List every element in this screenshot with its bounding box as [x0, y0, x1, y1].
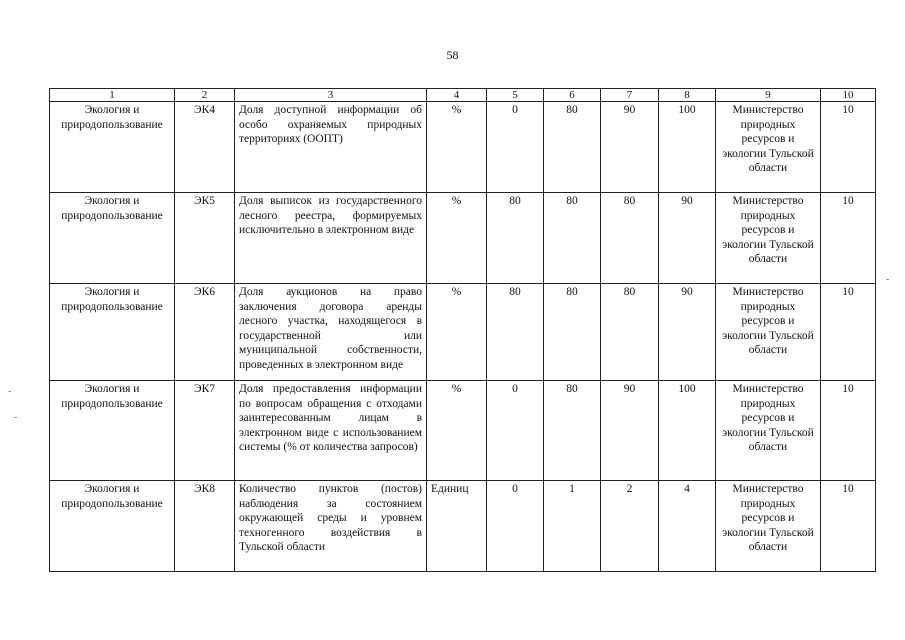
value-cell: 4 [659, 481, 716, 572]
value-cell: 80 [544, 284, 601, 381]
value-cell: 80 [544, 381, 601, 481]
table-row [50, 193, 876, 284]
unit-cell: % [427, 193, 487, 284]
value-cell: 90 [659, 284, 716, 381]
value-cell: 0 [487, 381, 544, 481]
value-cell: 100 [659, 102, 716, 193]
code-cell: ЭК5 [175, 193, 235, 284]
sphere-cell: Экология и природопользование [50, 102, 175, 193]
value-cell: 2 [601, 481, 659, 572]
indicator-cell: Доля предоставления информации по вопросам обращения с отходами заинтересованным лицам в электронном виде с использованием системы (% от количества запросов) [235, 381, 427, 481]
value-cell: 100 [659, 381, 716, 481]
column-header: 10 [821, 89, 876, 102]
indicator-cell: Доля аукционов на право заключения договора аренды лесного участка, находящегося в государственной или муниципальной собственности, проведенных в электронном виде [235, 284, 427, 381]
unit-cell: % [427, 102, 487, 193]
column-header: 1 [50, 89, 175, 102]
column-header: 4 [427, 89, 487, 102]
weight-cell: 10 [821, 381, 876, 481]
code-cell: ЭК8 [175, 481, 235, 572]
sphere-cell: Экология и природопользование [50, 381, 175, 481]
value-cell: 80 [487, 284, 544, 381]
value-cell: 80 [601, 193, 659, 284]
responsible-cell: Министерство природных ресурсов и экологии Тульской области [716, 102, 821, 193]
value-cell: 90 [601, 381, 659, 481]
value-cell: 80 [544, 193, 601, 284]
code-cell: ЭК4 [175, 102, 235, 193]
scan-mark: - [14, 412, 18, 423]
code-cell: ЭК6 [175, 284, 235, 381]
weight-cell: 10 [821, 102, 876, 193]
scan-mark: - [886, 274, 890, 285]
table-row [50, 481, 876, 572]
column-header: 8 [659, 89, 716, 102]
weight-cell: 10 [821, 284, 876, 381]
header-row [50, 89, 876, 102]
weight-cell: 10 [821, 193, 876, 284]
value-cell: 90 [659, 193, 716, 284]
responsible-cell: Министерство природных ресурсов и экологии Тульской области [716, 193, 821, 284]
responsible-cell: Министерство природных ресурсов и экологии Тульской области [716, 481, 821, 572]
responsible-cell: Министерство природных ресурсов и экологии Тульской области [716, 284, 821, 381]
column-header: 7 [601, 89, 659, 102]
code-cell: ЭК7 [175, 381, 235, 481]
unit-cell: Единиц [427, 481, 487, 572]
indicator-cell: Доля доступной информации об особо охраняемых природных территориях (ООПТ) [235, 102, 427, 193]
value-cell: 90 [601, 102, 659, 193]
table-row [50, 381, 876, 481]
scan-mark: - [8, 386, 12, 397]
weight-cell: 10 [821, 481, 876, 572]
page-number: 58 [446, 48, 459, 62]
column-header: 5 [487, 89, 544, 102]
value-cell: 0 [487, 102, 544, 193]
sphere-cell: Экология и природопользование [50, 481, 175, 572]
sphere-cell: Экология и природопользование [50, 193, 175, 284]
column-header: 2 [175, 89, 235, 102]
value-cell: 80 [487, 193, 544, 284]
responsible-cell: Министерство природных ресурсов и экологии Тульской области [716, 381, 821, 481]
column-header: 3 [235, 89, 427, 102]
value-cell: 80 [601, 284, 659, 381]
indicator-cell: Количество пунктов (постов) наблюдения за состоянием окружающей среды и уровнем техногенного воздействия в Тульской области [235, 481, 427, 572]
indicator-cell: Доля выписок из государственного лесного реестра, формируемых исключительно в электронном виде [235, 193, 427, 284]
table-row [50, 284, 876, 381]
value-cell: 0 [487, 481, 544, 572]
value-cell: 80 [544, 102, 601, 193]
indicators-table [49, 88, 876, 572]
unit-cell: % [427, 284, 487, 381]
unit-cell: % [427, 381, 487, 481]
table-row [50, 102, 876, 193]
column-header: 9 [716, 89, 821, 102]
column-header: 6 [544, 89, 601, 102]
value-cell: 1 [544, 481, 601, 572]
sphere-cell: Экология и природопользование [50, 284, 175, 381]
